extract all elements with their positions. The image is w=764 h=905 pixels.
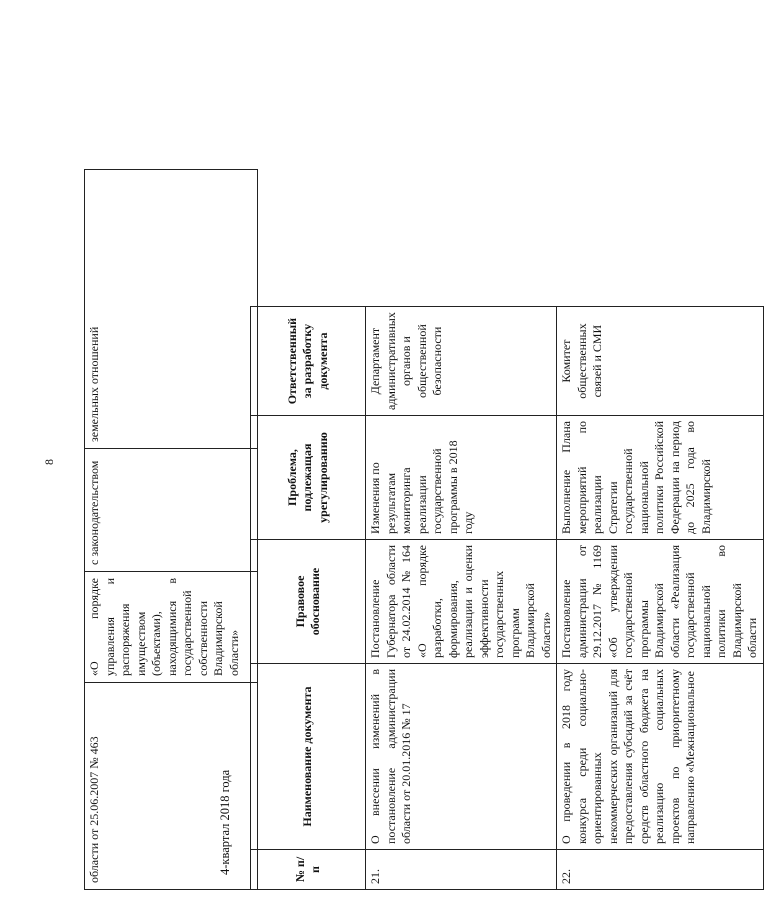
table-cell: земельных отношений <box>85 170 258 449</box>
table-row <box>557 307 764 890</box>
problem: Выполнение Плана мероприятий по реализации Стратегии государственной национальной политики Российской Федерации на период до 2025 года во Владимирской <box>557 416 764 540</box>
header-legal-basis: Правовое обоснование <box>251 540 366 664</box>
header-responsible: Ответственный за разработку документа <box>251 307 366 416</box>
table-cell: с законодательством <box>85 449 258 572</box>
table-cell: области от 25.06.2007 № 463 <box>85 683 258 890</box>
table-cell: «О порядке управления и распоряжения имуществом (объектами), находящимися в государственной собственности Владимирской области» <box>85 572 258 683</box>
responsible: Комитет общественных связей и СМИ <box>557 307 764 416</box>
legal-basis: Постановление администрации от 29.12.2017 № 1169 «Об утверждении государственной программы Владимирской области «Реализация государственной национальной политики во Владимирской области <box>557 540 764 664</box>
page-number: 8 <box>42 459 56 465</box>
row-number: 22. <box>557 850 764 890</box>
legal-basis: Постановление Губернатора области от 24.02.2014 № 164 «О порядке разработки, формирования, реализации и оценки эффективности государственных программ Владимирской области» <box>366 540 557 664</box>
table-row <box>366 307 557 890</box>
table-header-row <box>251 307 366 890</box>
header-problem: Проблема, подлежащая урегулированию <box>251 416 366 540</box>
document-name: О внесении изменений в постановление администрации области от 20.01.2016 № 17 <box>366 664 557 850</box>
section-caption: 4-квартал 2018 года <box>218 769 232 875</box>
document-name: О проведении в 2018 году конкурса среди социально-ориентированных некоммерческих организаций для предоставления субсидий за счёт средств областного бюджета на реализацию социальных проектов по приоритетному направлению «Межнациональное <box>557 664 764 850</box>
header-number: № п/п <box>251 850 366 890</box>
problem: Изменения по результатам мониторинга реализации государственной программы в 2018 году <box>366 416 557 540</box>
documents-table <box>250 306 764 890</box>
header-document-name: Наименование документа <box>251 664 366 850</box>
row-number: 21. <box>366 850 557 890</box>
responsible: Департамент административных органов и общественной безопасности <box>366 307 557 416</box>
